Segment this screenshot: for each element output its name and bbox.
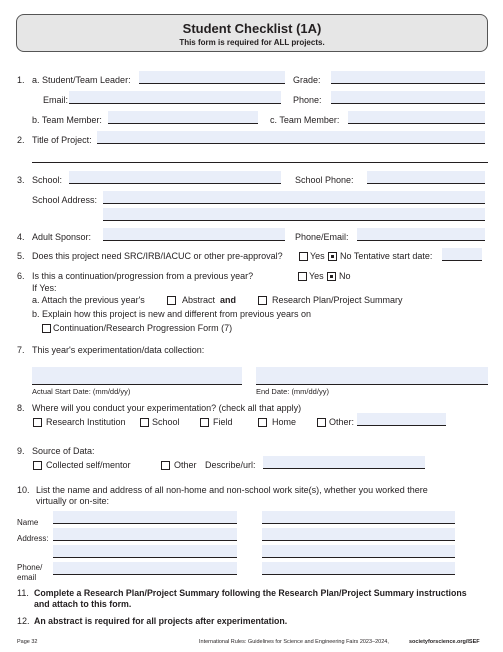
form-title: Student Checklist (1A) [182,21,322,36]
q5-no-tentative-label: No Tentative start date: [340,251,433,261]
q10-text-line2: virtually or on-site: [36,496,110,506]
other-location-checkbox[interactable] [317,418,326,427]
school-label: School: [32,175,63,185]
other-source-label: Other [174,460,197,470]
project-title-line-2[interactable] [32,162,488,163]
form7-checkbox[interactable] [42,324,51,333]
leader-field[interactable] [139,71,285,84]
q5-yes-checkbox[interactable] [299,252,308,261]
school-address-field-2[interactable] [103,208,485,221]
actual-start-date-label: Actual Start Date: (mm/dd/yy) [32,387,131,396]
page-number: Page 32 [17,639,38,645]
site-phone-label: Phone/ [17,563,43,572]
q10-text-line1: List the name and address of all non-home and non-school work site(s), whether you worked there [36,485,428,495]
q3-number: 3. [17,175,25,185]
q6-no-label: No [339,271,351,281]
abstract-label: Abstract [182,295,216,305]
leader-label: a. Student/Team Leader: [32,75,131,85]
describe-url-label: Describe/url: [205,460,256,470]
experimentation-label: This year's experimentation/data collection: [32,345,205,355]
q6-no-checkbox[interactable] [327,272,336,281]
q5-number: 5. [17,251,25,261]
actual-start-date-field[interactable] [32,367,242,385]
team-member-b-label: b. Team Member: [32,115,102,125]
abstract-checkbox[interactable] [167,296,176,305]
other-location-field[interactable] [357,413,446,426]
field-checkbox[interactable] [200,418,209,427]
q1-number: 1. [17,75,25,85]
school-address-label: School Address: [32,195,98,205]
site-email-label: email [17,573,37,582]
school-phone-label: School Phone: [295,175,354,185]
team-member-c-label: c. Team Member: [270,115,340,125]
site-name-label: Name [17,518,39,527]
site1-address-field-2[interactable] [53,545,237,558]
phone-label: Phone: [293,95,322,105]
team-member-b-field[interactable] [108,111,258,124]
q6-yes-checkbox[interactable] [298,272,307,281]
q11-number: 11. [17,588,29,598]
if-yes-label: If Yes: [32,283,57,293]
site-address-label: Address: [17,534,49,543]
explain-label: b. Explain how this project is new and different from previous years on [32,309,311,319]
q6-question: Is this a continuation/progression from a previous year? [32,271,254,281]
q5-question: Does this project need SRC/IRB/IACUC or other pre-approval? [32,251,283,261]
research-plan-label: Research Plan/Project Summary [272,295,403,305]
q11-text-line2: and attach to this form. [34,599,132,609]
site2-name-field[interactable] [262,511,455,524]
q5-no-checkbox[interactable] [328,252,337,261]
q6-number: 6. [17,271,25,281]
site1-phone-email-field[interactable] [53,562,237,575]
collected-self-label: Collected self/mentor [46,460,131,470]
end-date-label: End Date: (mm/dd/yy) [256,387,329,396]
other-source-checkbox[interactable] [161,461,170,470]
school-checkbox[interactable] [140,418,149,427]
describe-url-field[interactable] [263,456,425,469]
site2-address-field-2[interactable] [262,545,455,558]
q12-number: 12. [17,616,30,626]
school-option-label: School [152,417,180,427]
research-institution-label: Research Institution [46,417,126,427]
collected-self-checkbox[interactable] [33,461,42,470]
project-title-field[interactable] [97,131,485,144]
research-institution-checkbox[interactable] [33,418,42,427]
source-of-data-label: Source of Data: [32,446,95,456]
field-option-label: Field [213,417,233,427]
footer-site: societyforscience.org/ISEF [409,639,480,645]
phone-field[interactable] [331,91,485,104]
attach-previous-label: a. Attach the previous year's [32,295,145,305]
adult-sponsor-label: Adult Sponsor: [32,232,92,242]
q12-text: An abstract is required for all projects after experimentation. [34,616,288,626]
email-label: Email: [43,95,69,105]
home-checkbox[interactable] [258,418,267,427]
q10-number: 10. [17,485,30,495]
project-title-label: Title of Project: [32,135,92,145]
school-address-field-1[interactable] [103,191,485,204]
q4-number: 4. [17,232,25,242]
site2-phone-email-field[interactable] [262,562,455,575]
school-field[interactable] [69,171,281,184]
q9-number: 9. [17,446,25,456]
home-option-label: Home [272,417,297,427]
tentative-start-date-field[interactable] [442,248,482,261]
q8-question: Where will you conduct your experimentation? (check all that apply) [32,403,302,413]
q8-number: 8. [17,403,25,413]
adult-sponsor-field[interactable] [103,228,285,241]
email-field[interactable] [69,91,281,104]
site1-address-field-1[interactable] [53,528,237,541]
grade-label: Grade: [293,75,321,85]
research-plan-checkbox[interactable] [258,296,267,305]
site1-name-field[interactable] [53,511,237,524]
q5-yes-label: Yes [310,251,325,261]
q11-text-line1: Complete a Research Plan/Project Summary following the Research Plan/Project Summary instructions [34,588,467,598]
sponsor-phone-email-field[interactable] [357,228,485,241]
sponsor-phone-email-label: Phone/Email: [295,232,349,242]
q2-number: 2. [17,135,25,145]
q6-yes-label: Yes [309,271,324,281]
form7-label: Continuation/Research Progression Form (7) [53,323,233,333]
form-header [16,14,488,52]
grade-field[interactable] [331,71,485,84]
team-member-c-field[interactable] [348,111,485,124]
other-location-label: Other: [329,417,355,427]
q7-number: 7. [17,345,25,355]
footer-rules: International Rules: Guidelines for Science and Engineering Fairs 2023–2024, [199,639,389,645]
site2-address-field-1[interactable] [262,528,455,541]
school-phone-field[interactable] [367,171,485,184]
form-subtitle: This form is required for ALL projects. [179,38,325,47]
and-label: and [220,295,237,305]
end-date-field[interactable] [256,367,488,385]
